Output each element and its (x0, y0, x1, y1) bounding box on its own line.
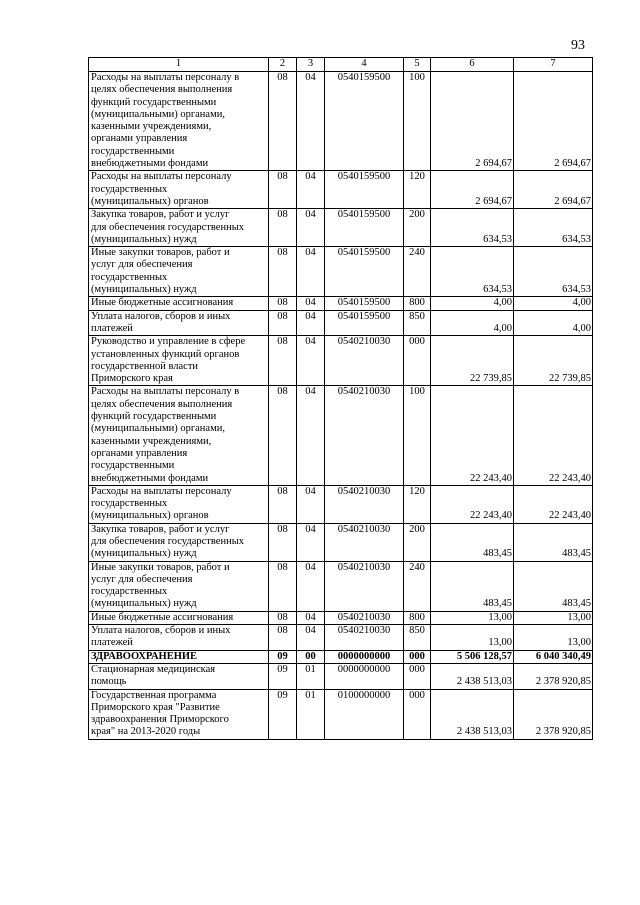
subsection-code-cell: 04 (297, 72, 325, 171)
target-item-code-cell: 0540159500 (325, 209, 404, 247)
subsection-code-cell: 04 (297, 611, 325, 624)
row-name-cell: Расходы на выплаты персоналу в целях обеспечения выполнения функций государственными (муниципальными) органами, казенными учреждениями, органами управления государственными внебюджетными фондами (89, 386, 269, 485)
expense-type-code-cell: 850 (404, 625, 431, 651)
amount-col6-cell: 22 243,40 (431, 485, 514, 523)
column-header: 7 (514, 58, 593, 72)
expense-type-code-cell: 240 (404, 561, 431, 611)
target-item-code-cell: 0540210030 (325, 611, 404, 624)
target-item-code-cell: 0540159500 (325, 310, 404, 336)
amount-col6-cell: 4,00 (431, 297, 514, 310)
table-row (89, 336, 593, 386)
column-header: 1 (89, 58, 269, 72)
amount-col6-cell: 4,00 (431, 310, 514, 336)
target-item-code-cell: 0540210030 (325, 336, 404, 386)
row-name-cell: Иные закупки товаров, работ и услуг для обеспечения государственных (муниципальных) нужд (89, 247, 269, 297)
expense-type-code-cell: 100 (404, 386, 431, 485)
section-code-cell: 08 (269, 310, 297, 336)
row-name-cell: Расходы на выплаты персоналу в целях обеспечения выполнения функций государственными (муниципальными) органами, казенными учреждениями, органами управления государственными внебюджетными фондами (89, 72, 269, 171)
amount-col6-cell: 13,00 (431, 611, 514, 624)
section-code-cell: 08 (269, 247, 297, 297)
subsection-code-cell: 04 (297, 310, 325, 336)
table-row (89, 171, 593, 209)
table-row (89, 689, 593, 739)
amount-col7-cell: 13,00 (514, 611, 593, 624)
row-name-cell: Закупка товаров, работ и услуг для обеспечения государственных (муниципальных) нужд (89, 209, 269, 247)
target-item-code-cell: 0540159500 (325, 72, 404, 171)
target-item-code-cell: 0540210030 (325, 625, 404, 651)
subsection-code-cell: 00 (297, 650, 325, 663)
expense-type-code-cell: 850 (404, 310, 431, 336)
amount-col7-cell: 634,53 (514, 247, 593, 297)
table-row (89, 663, 593, 689)
amount-col7-cell: 2 694,67 (514, 171, 593, 209)
target-item-code-cell: 0540159500 (325, 247, 404, 297)
page-number: 93 (571, 38, 585, 53)
row-name-cell: Государственная программа Приморского края "Развитие здравоохранения Приморского края" на 2013-2020 годы (89, 689, 269, 739)
table-row (89, 523, 593, 561)
budget-table (88, 57, 593, 740)
amount-col6-cell: 634,53 (431, 247, 514, 297)
expense-type-code-cell: 120 (404, 485, 431, 523)
target-item-code-cell: 0540210030 (325, 386, 404, 485)
row-name-cell: Уплата налогов, сборов и иных платежей (89, 310, 269, 336)
subsection-code-cell: 04 (297, 336, 325, 386)
expense-type-code-cell: 000 (404, 689, 431, 739)
expense-type-code-cell: 240 (404, 247, 431, 297)
section-code-cell: 08 (269, 523, 297, 561)
amount-col6-cell: 5 506 128,57 (431, 650, 514, 663)
amount-col7-cell: 22 243,40 (514, 485, 593, 523)
table-row (89, 561, 593, 611)
expense-type-code-cell: 200 (404, 523, 431, 561)
row-name-cell: Закупка товаров, работ и услуг для обеспечения государственных (муниципальных) нужд (89, 523, 269, 561)
amount-col6-cell: 2 694,67 (431, 171, 514, 209)
row-name-cell: Иные закупки товаров, работ и услуг для обеспечения государственных (муниципальных) нужд (89, 561, 269, 611)
subsection-code-cell: 04 (297, 523, 325, 561)
table-row (89, 625, 593, 651)
subsection-code-cell: 01 (297, 689, 325, 739)
section-code-cell: 08 (269, 171, 297, 209)
expense-type-code-cell: 200 (404, 209, 431, 247)
expense-type-code-cell: 120 (404, 171, 431, 209)
row-name-cell: ЗДРАВООХРАНЕНИЕ (89, 650, 269, 663)
amount-col7-cell: 2 378 920,85 (514, 689, 593, 739)
amount-col6-cell: 483,45 (431, 523, 514, 561)
target-item-code-cell: 0000000000 (325, 663, 404, 689)
subsection-code-cell: 04 (297, 386, 325, 485)
amount-col7-cell: 22 739,85 (514, 336, 593, 386)
section-code-cell: 08 (269, 209, 297, 247)
expense-type-code-cell: 000 (404, 663, 431, 689)
row-name-cell: Иные бюджетные ассигнования (89, 297, 269, 310)
amount-col7-cell: 2 378 920,85 (514, 663, 593, 689)
table-row (89, 386, 593, 485)
amount-col7-cell: 634,53 (514, 209, 593, 247)
amount-col6-cell: 13,00 (431, 625, 514, 651)
table-row (89, 297, 593, 310)
section-code-cell: 08 (269, 72, 297, 171)
section-code-cell: 09 (269, 689, 297, 739)
table-row (89, 209, 593, 247)
expense-type-code-cell: 000 (404, 650, 431, 663)
row-name-cell: Руководство и управление в сфере установленных функций органов государственной власти Приморского края (89, 336, 269, 386)
target-item-code-cell: 0540159500 (325, 171, 404, 209)
expense-type-code-cell: 000 (404, 336, 431, 386)
amount-col7-cell: 22 243,40 (514, 386, 593, 485)
target-item-code-cell: 0540159500 (325, 297, 404, 310)
amount-col7-cell: 483,45 (514, 561, 593, 611)
column-header: 2 (269, 58, 297, 72)
amount-col7-cell: 13,00 (514, 625, 593, 651)
row-name-cell: Уплата налогов, сборов и иных платежей (89, 625, 269, 651)
subsection-code-cell: 04 (297, 297, 325, 310)
row-name-cell: Расходы на выплаты персоналу государственных (муниципальных) органов (89, 171, 269, 209)
amount-col7-cell: 6 040 340,49 (514, 650, 593, 663)
expense-type-code-cell: 800 (404, 297, 431, 310)
row-name-cell: Стационарная медицинская помощь (89, 663, 269, 689)
amount-col7-cell: 4,00 (514, 310, 593, 336)
section-code-cell: 09 (269, 663, 297, 689)
table-row (89, 485, 593, 523)
amount-col6-cell: 22 243,40 (431, 386, 514, 485)
subsection-code-cell: 04 (297, 625, 325, 651)
expense-type-code-cell: 100 (404, 72, 431, 171)
table-header-row (89, 58, 593, 72)
column-header: 5 (404, 58, 431, 72)
subsection-code-cell: 01 (297, 663, 325, 689)
section-code-cell: 08 (269, 485, 297, 523)
section-code-cell: 08 (269, 297, 297, 310)
target-item-code-cell: 0100000000 (325, 689, 404, 739)
subsection-code-cell: 04 (297, 561, 325, 611)
section-code-cell: 09 (269, 650, 297, 663)
amount-col6-cell: 483,45 (431, 561, 514, 611)
target-item-code-cell: 0540210030 (325, 561, 404, 611)
column-header: 3 (297, 58, 325, 72)
subsection-code-cell: 04 (297, 485, 325, 523)
amount-col6-cell: 22 739,85 (431, 336, 514, 386)
subsection-code-cell: 04 (297, 171, 325, 209)
target-item-code-cell: 0540210030 (325, 485, 404, 523)
column-header: 6 (431, 58, 514, 72)
table-row (89, 310, 593, 336)
subsection-code-cell: 04 (297, 209, 325, 247)
row-name-cell: Расходы на выплаты персоналу государственных (муниципальных) органов (89, 485, 269, 523)
amount-col7-cell: 483,45 (514, 523, 593, 561)
row-name-cell: Иные бюджетные ассигнования (89, 611, 269, 624)
amount-col6-cell: 2 694,67 (431, 72, 514, 171)
table-row (89, 247, 593, 297)
amount-col6-cell: 2 438 513,03 (431, 663, 514, 689)
target-item-code-cell: 0000000000 (325, 650, 404, 663)
section-code-cell: 08 (269, 625, 297, 651)
amount-col7-cell: 4,00 (514, 297, 593, 310)
table-row (89, 72, 593, 171)
target-item-code-cell: 0540210030 (325, 523, 404, 561)
section-code-cell: 08 (269, 611, 297, 624)
column-header: 4 (325, 58, 404, 72)
section-code-cell: 08 (269, 561, 297, 611)
subsection-code-cell: 04 (297, 247, 325, 297)
section-code-cell: 08 (269, 386, 297, 485)
amount-col6-cell: 634,53 (431, 209, 514, 247)
section-code-cell: 08 (269, 336, 297, 386)
expense-type-code-cell: 800 (404, 611, 431, 624)
amount-col6-cell: 2 438 513,03 (431, 689, 514, 739)
table-row (89, 611, 593, 624)
table-row (89, 650, 593, 663)
amount-col7-cell: 2 694,67 (514, 72, 593, 171)
